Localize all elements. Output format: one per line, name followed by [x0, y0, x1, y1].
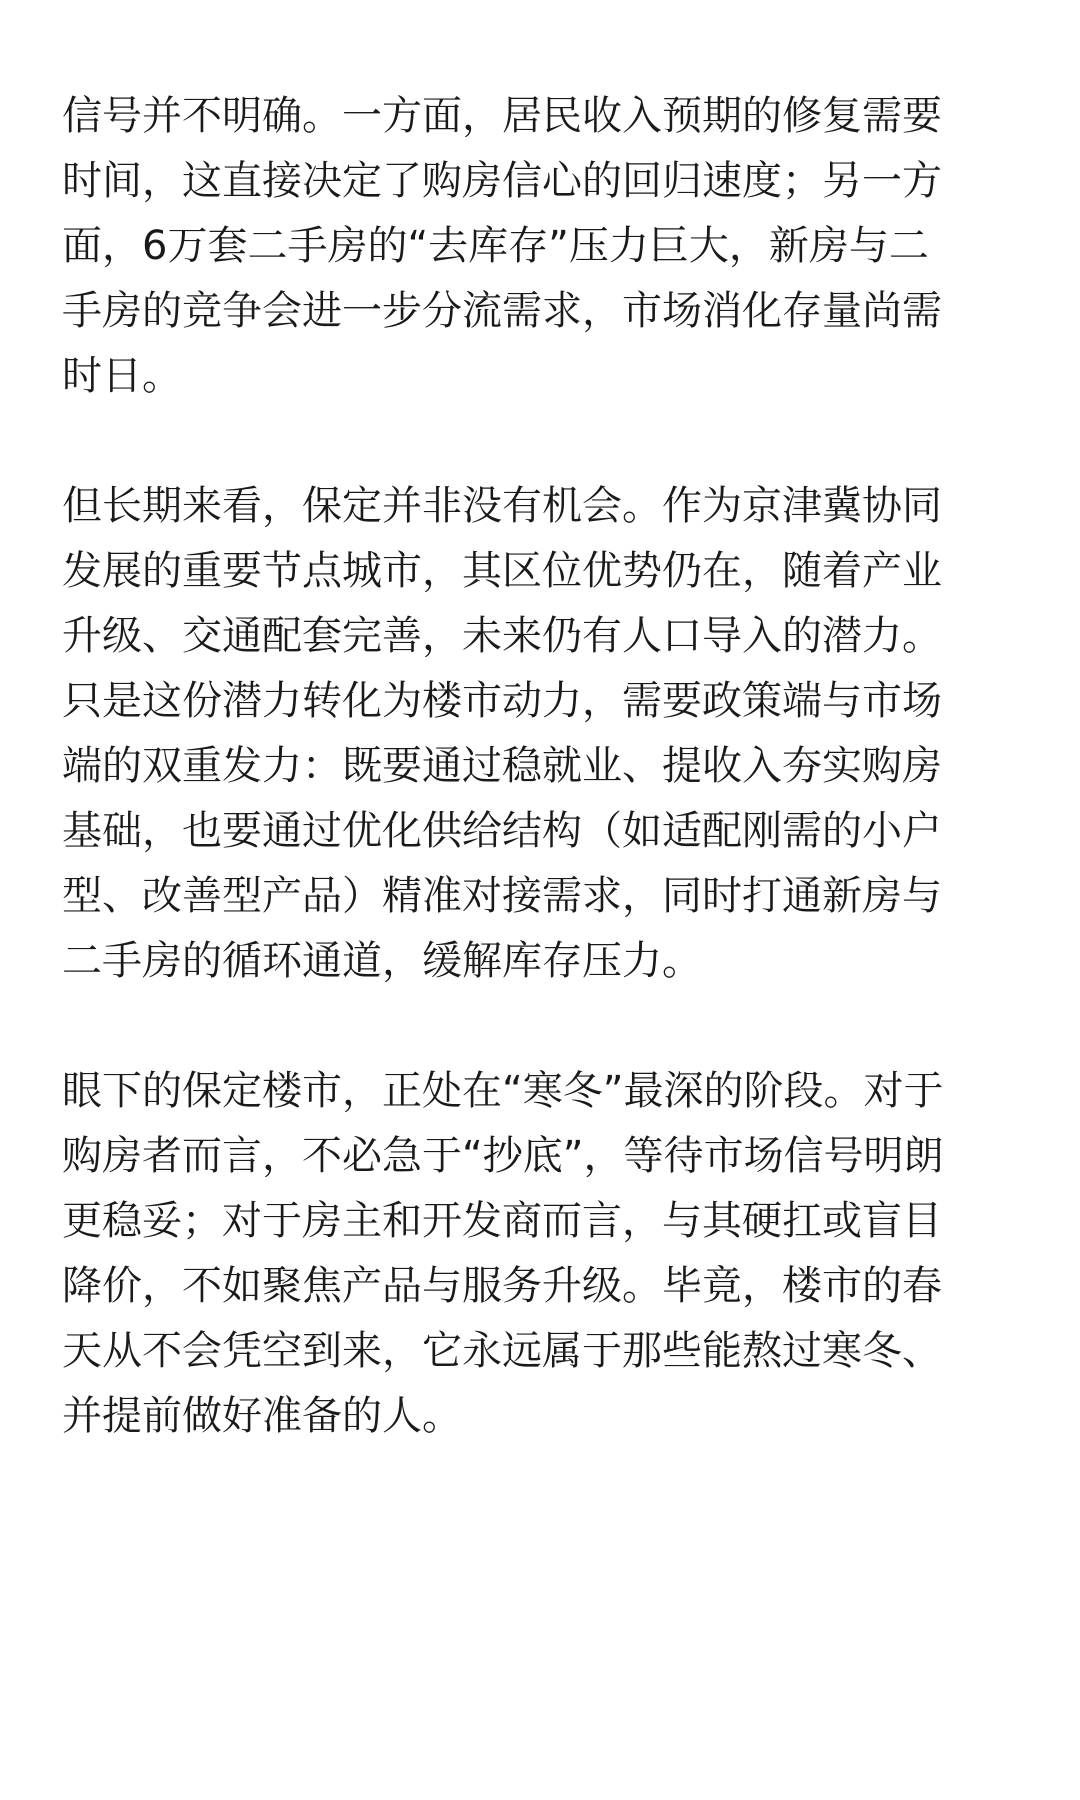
article-body — [62, 84, 1022, 1449]
text-line: 购房者而言，不必急于“抄底”，等待市场信号明朗 — [62, 1133, 944, 1179]
text-line: 二手房的循环通道，缓解库存压力。 — [62, 938, 702, 984]
text-line: 时日。 — [62, 353, 182, 399]
text-line: 只是这份潜力转化为楼市动力，需要政策端与市场 — [62, 678, 942, 724]
text-line: 天从不会凭空到来，它永远属于那些能熬过寒冬、 — [62, 1328, 942, 1374]
paragraph-2 — [62, 474, 1022, 994]
text-line: 眼下的保定楼市，正处在“寒冬”最深的阶段。对于 — [62, 1068, 944, 1114]
paragraph-1 — [62, 84, 1022, 409]
text-line: 信号并不明确。一方面，居民收入预期的修复需要 — [62, 93, 942, 139]
text-line: 升级、交通配套完善，未来仍有人口导入的潜力。 — [62, 613, 942, 659]
text-line: 但长期来看，保定并非没有机会。作为京津冀协同 — [62, 483, 942, 529]
text-line: 面，6万套二手房的“去库存”压力巨大，新房与二 — [62, 223, 929, 269]
text-line: 更稳妥；对于房主和开发商而言，与其硬扛或盲目 — [62, 1198, 942, 1244]
text-line: 降价，不如聚焦产品与服务升级。毕竟，楼市的春 — [62, 1263, 942, 1309]
paragraph-3 — [62, 1059, 1022, 1449]
text-line: 时间，这直接决定了购房信心的回归速度；另一方 — [62, 158, 942, 204]
text-line: 基础，也要通过优化供给结构（如适配刚需的小户 — [62, 808, 942, 854]
text-line: 手房的竞争会进一步分流需求，市场消化存量尚需 — [62, 288, 942, 334]
text-line: 型、改善型产品）精准对接需求，同时打通新房与 — [62, 873, 942, 919]
text-line: 并提前做好准备的人。 — [62, 1393, 462, 1439]
text-line: 端的双重发力：既要通过稳就业、提收入夯实购房 — [62, 743, 942, 789]
text-line: 发展的重要节点城市，其区位优势仍在，随着产业 — [62, 548, 942, 594]
